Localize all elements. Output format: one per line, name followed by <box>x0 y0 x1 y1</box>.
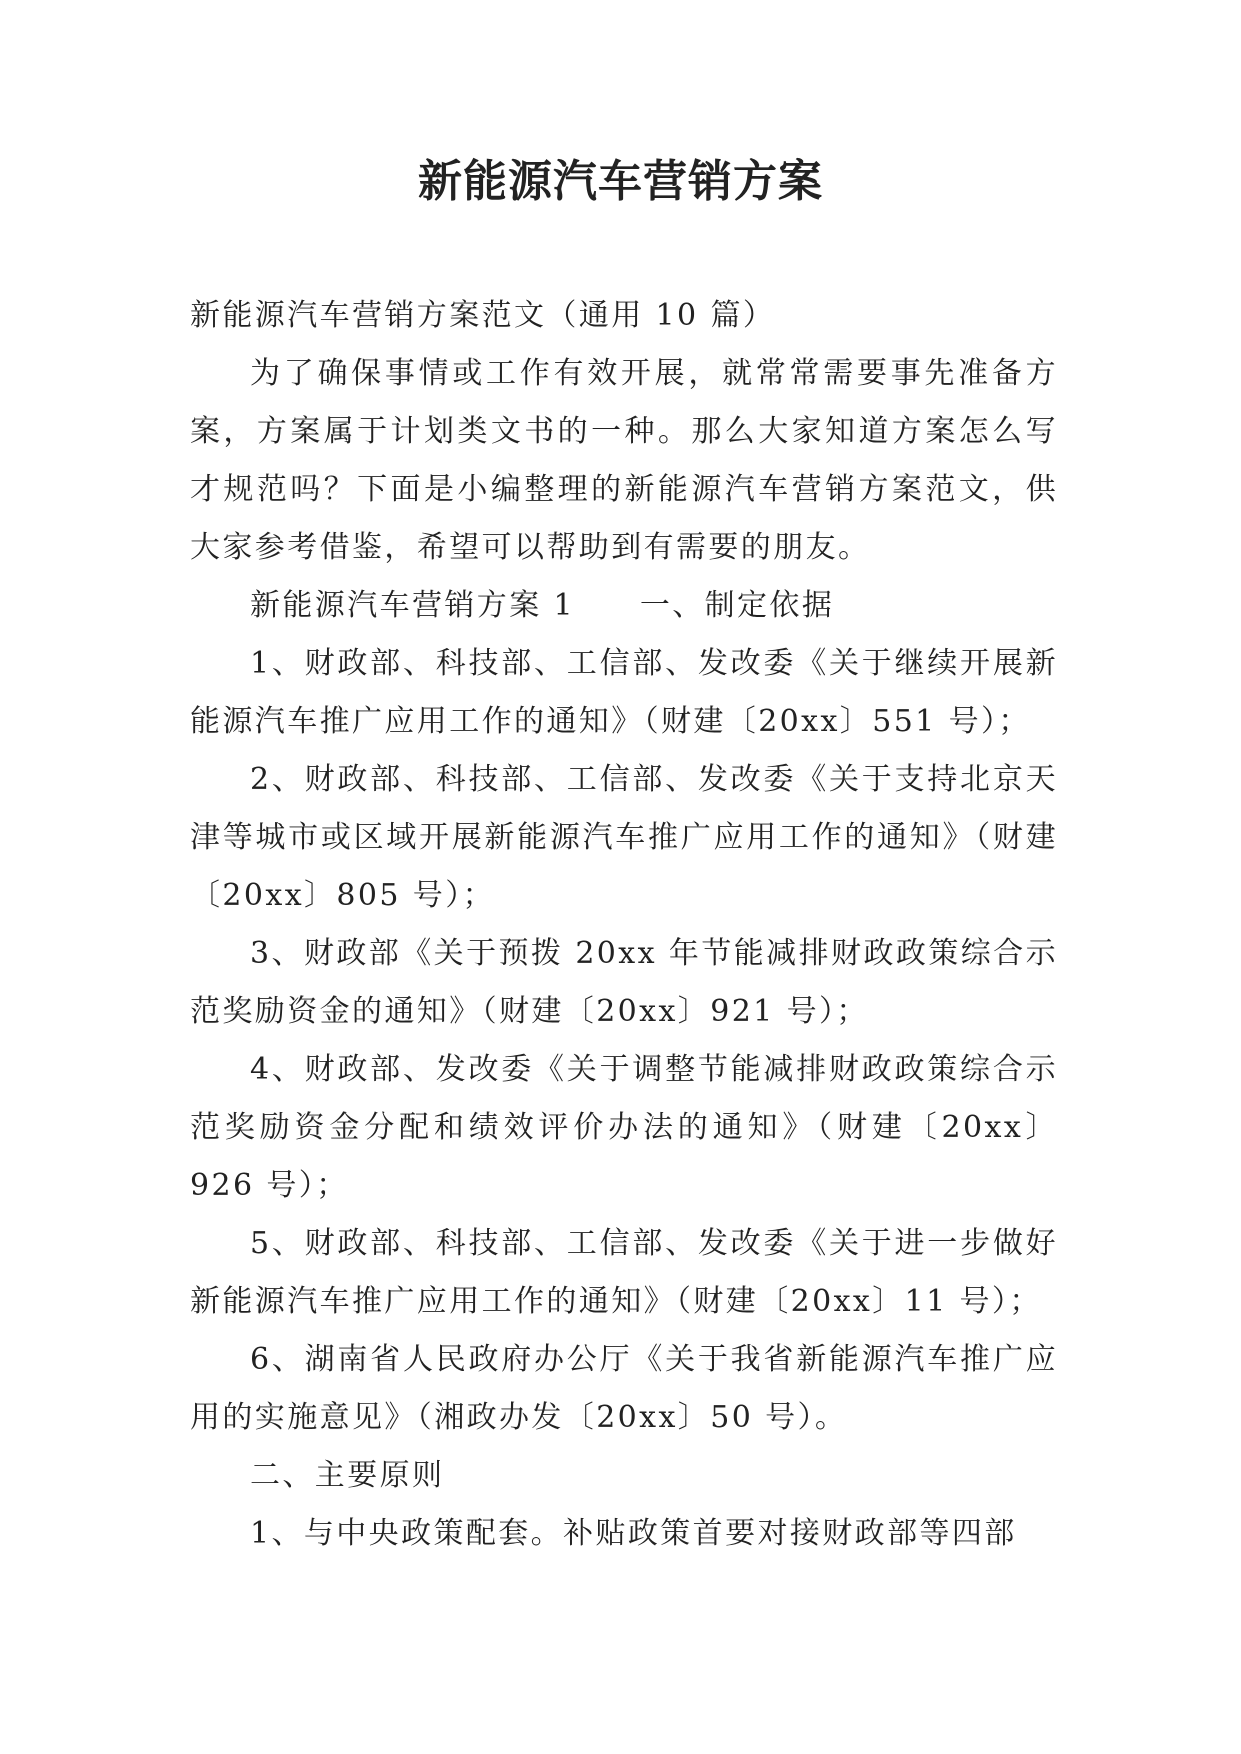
basis-item-4: 4、财政部、发改委《关于调整节能减排财政政策综合示范奖励资金分配和绩效评价办法的通知》（财建〔20xx〕926 号）； <box>190 1052 1058 1203</box>
basis-item-1: 1、财政部、科技部、工信部、发改委《关于继续开展新能源汽车推广应用工作的通知》（财建〔20xx〕551 号）； <box>190 646 1058 739</box>
basis-item-3: 3、财政部《关于预拨 20xx 年节能减排财政政策综合示范奖励资金的通知》（财建〔20xx〕921 号）； <box>190 936 1058 1029</box>
intro-paragraph: 为了确保事情或工作有效开展，就常常需要事先准备方案，方案属于计划类文书的一种。那么大家知道方案怎么写才规范吗？下面是小编整理的新能源汽车营销方案范文，供大家参考借鉴，希望可以帮助到有需要的朋友。 <box>190 356 1058 565</box>
basis-item-2: 2、财政部、科技部、工信部、发改委《关于支持北京天津等城市或区域开展新能源汽车推广应用工作的通知》（财建〔20xx〕805 号）； <box>190 762 1058 913</box>
document-body <box>190 287 1058 1563</box>
basis-item-6: 6、湖南省人民政府办公厅《关于我省新能源汽车推广应用的实施意见》（湘政办发〔20xx〕50 号）。 <box>190 1342 1058 1435</box>
principle-item-1: 1、与中央政策配套。补贴政策首要对接财政部等四部 <box>250 1516 1017 1551</box>
document-title: 新能源汽车营销方案 <box>418 156 823 207</box>
section-heading-2: 二、主要原则 <box>250 1458 445 1493</box>
document-subtitle: 新能源汽车营销方案范文（通用 10 篇） <box>190 298 776 333</box>
section-heading-1: 新能源汽车营销方案 1 一、制定依据 <box>250 588 835 623</box>
basis-item-5: 5、财政部、科技部、工信部、发改委《关于进一步做好新能源汽车推广应用工作的通知》（财建〔20xx〕11 号）； <box>190 1226 1058 1319</box>
